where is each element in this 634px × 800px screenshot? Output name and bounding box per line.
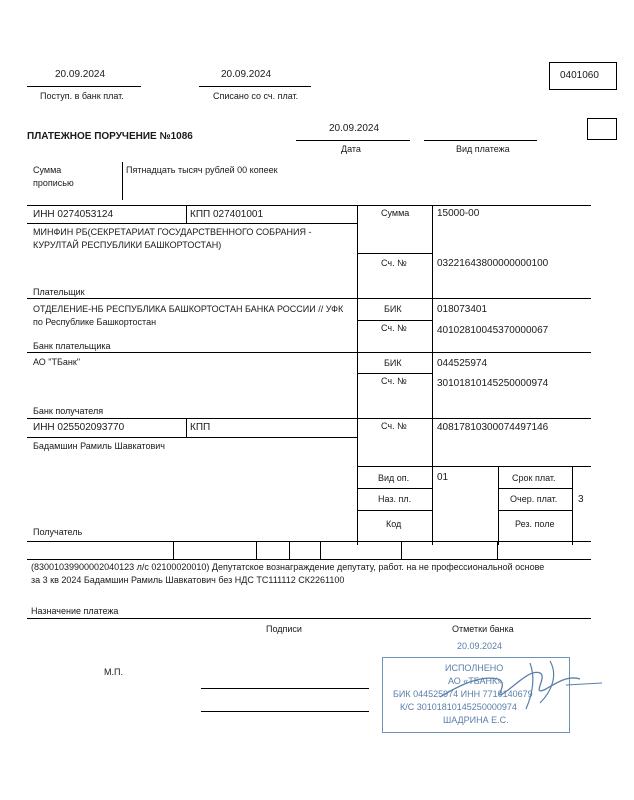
debited-label: Списано со сч. плат. bbox=[213, 91, 299, 101]
payer-bik-label: БИК bbox=[384, 304, 402, 314]
op-type-bottom bbox=[357, 488, 432, 489]
amount-words-label-1: Сумма bbox=[33, 165, 62, 175]
signatures-label: Подписи bbox=[266, 624, 302, 634]
payer-bik: 018073401 bbox=[437, 304, 488, 315]
priority-value: 3 bbox=[578, 494, 584, 505]
payer-name-2: КУРУЛТАЙ РЕСПУБЛИКИ БАШКОРТОСТАН) bbox=[33, 240, 222, 250]
payee-bank-bottom bbox=[27, 418, 591, 419]
bik2-label-bottom bbox=[357, 373, 432, 374]
inn-kpp-divider bbox=[186, 205, 187, 223]
received-underline bbox=[27, 86, 141, 87]
bank-marks-label: Отметки банка bbox=[452, 624, 514, 634]
purpose-code-label: Наз. пл. bbox=[378, 494, 412, 504]
received-date: 20.09.2024 bbox=[55, 69, 106, 80]
payee-inn: ИНН 025502093770 bbox=[33, 422, 125, 433]
payment-type-underline bbox=[424, 140, 537, 141]
tax-divider-6 bbox=[497, 541, 498, 559]
priority-label: Очер. плат. bbox=[510, 494, 558, 504]
amount-words-divider bbox=[122, 162, 123, 200]
stamp-line-5: ШАДРИНА Е.С. bbox=[443, 715, 509, 725]
order-date: 20.09.2024 bbox=[329, 123, 380, 134]
sum-label-bottom bbox=[357, 253, 432, 254]
reserve-label: Рез. поле bbox=[515, 519, 555, 529]
tax-row-bottom bbox=[27, 559, 591, 560]
payer-account-label: Сч. № bbox=[381, 258, 407, 268]
payer-bank-name-1: ОТДЕЛЕНИЕ-НБ РЕСПУБЛИКА БАШКОРТОСТАН БАНКА РОССИИ // УФК bbox=[33, 304, 344, 314]
code-label: Код bbox=[386, 519, 402, 529]
priority-bottom bbox=[498, 510, 572, 511]
debited-underline bbox=[199, 86, 311, 87]
bank-date: 20.09.2024 bbox=[457, 641, 503, 651]
payer-status-box bbox=[587, 118, 617, 140]
order-date-underline bbox=[296, 140, 410, 141]
purpose-bottom bbox=[27, 618, 591, 619]
payer-account: 03221643800000000100 bbox=[437, 258, 549, 269]
form-code: 0401060 bbox=[560, 70, 599, 81]
signature-scribble bbox=[380, 645, 610, 735]
order-date-label: Дата bbox=[341, 144, 361, 154]
payee-account: 40817810300074497146 bbox=[437, 422, 549, 433]
purpose-line-2: за 3 кв 2024 Бадамшин Рамиль Шавкатович без НДС ТС111112 СК2261100 bbox=[31, 575, 345, 585]
amount-label: Сумма bbox=[381, 208, 410, 218]
payer-bank-name-2: по Республике Башкортостан bbox=[33, 317, 157, 327]
payee-bank-name: АО "ТБанк" bbox=[33, 357, 81, 367]
payee-inn-row-bottom bbox=[27, 437, 357, 438]
tax-divider-4 bbox=[320, 541, 321, 559]
inn-row-bottom bbox=[27, 223, 357, 224]
payment-type-label: Вид платежа bbox=[456, 144, 510, 154]
payee-inn-kpp-divider bbox=[186, 418, 187, 437]
purpose-line-1: (830010399000020401​23 л/с 02100020010) Депутатское вознаграждение депутату, работ. на не профессиональной основе bbox=[31, 562, 545, 572]
stamp-line-1: ИСПОЛНЕНО bbox=[445, 663, 504, 673]
purpose-code-bottom bbox=[357, 510, 432, 511]
label-column-right bbox=[432, 205, 433, 545]
amount-words-label-2: прописью bbox=[33, 178, 74, 188]
op-type: 01 bbox=[437, 472, 449, 483]
grid-top-line bbox=[27, 205, 591, 206]
payer-bank-label: Банк плательщика bbox=[33, 341, 111, 351]
signature-line-2 bbox=[201, 711, 369, 712]
mp-label: М.П. bbox=[104, 667, 123, 677]
tax-divider-3 bbox=[289, 541, 290, 559]
order-title: ПЛАТЕЖНОЕ ПОРУЧЕНИЕ №1086 bbox=[27, 131, 193, 142]
payer-bank-account-label: Сч. № bbox=[381, 323, 407, 333]
payer-label: Плательщик bbox=[33, 287, 85, 297]
payee-bank-label: Банк получателя bbox=[33, 406, 104, 416]
stamp-line-2: АО «ТБАНК» bbox=[448, 676, 503, 686]
purpose-label: Назначение платежа bbox=[31, 606, 119, 616]
codes-divider-1 bbox=[498, 466, 499, 545]
op-type-label: Вид оп. bbox=[378, 473, 410, 483]
label-column-left bbox=[357, 205, 358, 545]
payee-account-label: Сч. № bbox=[381, 421, 407, 431]
codes-divider-2 bbox=[572, 466, 573, 545]
stamp-line-3: БИК 044525974 ИНН 7710140679 bbox=[393, 689, 533, 699]
payee-bank-account-label: Сч. № bbox=[381, 376, 407, 386]
debited-date: 20.09.2024 bbox=[221, 69, 272, 80]
bik1-label-bottom bbox=[357, 320, 432, 321]
tax-divider-2 bbox=[256, 541, 257, 559]
payee-bik-label: БИК bbox=[384, 358, 402, 368]
payee-bik: 044525974 bbox=[437, 358, 488, 369]
signature-line-1 bbox=[201, 688, 369, 689]
stamp-line-4: К/С 30101810145250000974 bbox=[400, 702, 517, 712]
payee-kpp: КПП bbox=[190, 422, 211, 433]
payer-inn: ИНН 0274053124 bbox=[33, 209, 114, 220]
due-label: Срок плат. bbox=[512, 473, 556, 483]
amount-value: 15000-00 bbox=[437, 208, 480, 219]
payer-name-1: МИНФИН РБ(СЕКРЕТАРИАТ ГОСУДАРСТВЕННОГО СОБРАНИЯ - bbox=[33, 227, 312, 237]
tax-divider-5 bbox=[401, 541, 402, 559]
payee-label: Получатель bbox=[33, 527, 83, 537]
amount-words-value: Пятнадцать тысяч рублей 00 копеек bbox=[126, 165, 278, 175]
tax-divider-1 bbox=[173, 541, 174, 559]
received-label: Поступ. в банк плат. bbox=[40, 91, 124, 101]
due-bottom bbox=[498, 488, 572, 489]
payee-account-bottom bbox=[357, 466, 591, 467]
payee-bottom bbox=[27, 541, 591, 542]
payer-bottom bbox=[27, 298, 591, 299]
payer-bank-account: 40102810045370000067 bbox=[437, 325, 549, 336]
payer-kpp: КПП 027401001 bbox=[190, 209, 264, 220]
payer-bank-bottom bbox=[27, 352, 591, 353]
payee-bank-account: 30101810145250000974 bbox=[437, 378, 549, 389]
payee-name: Бадамшин Рамиль Шавкатович bbox=[33, 441, 165, 451]
